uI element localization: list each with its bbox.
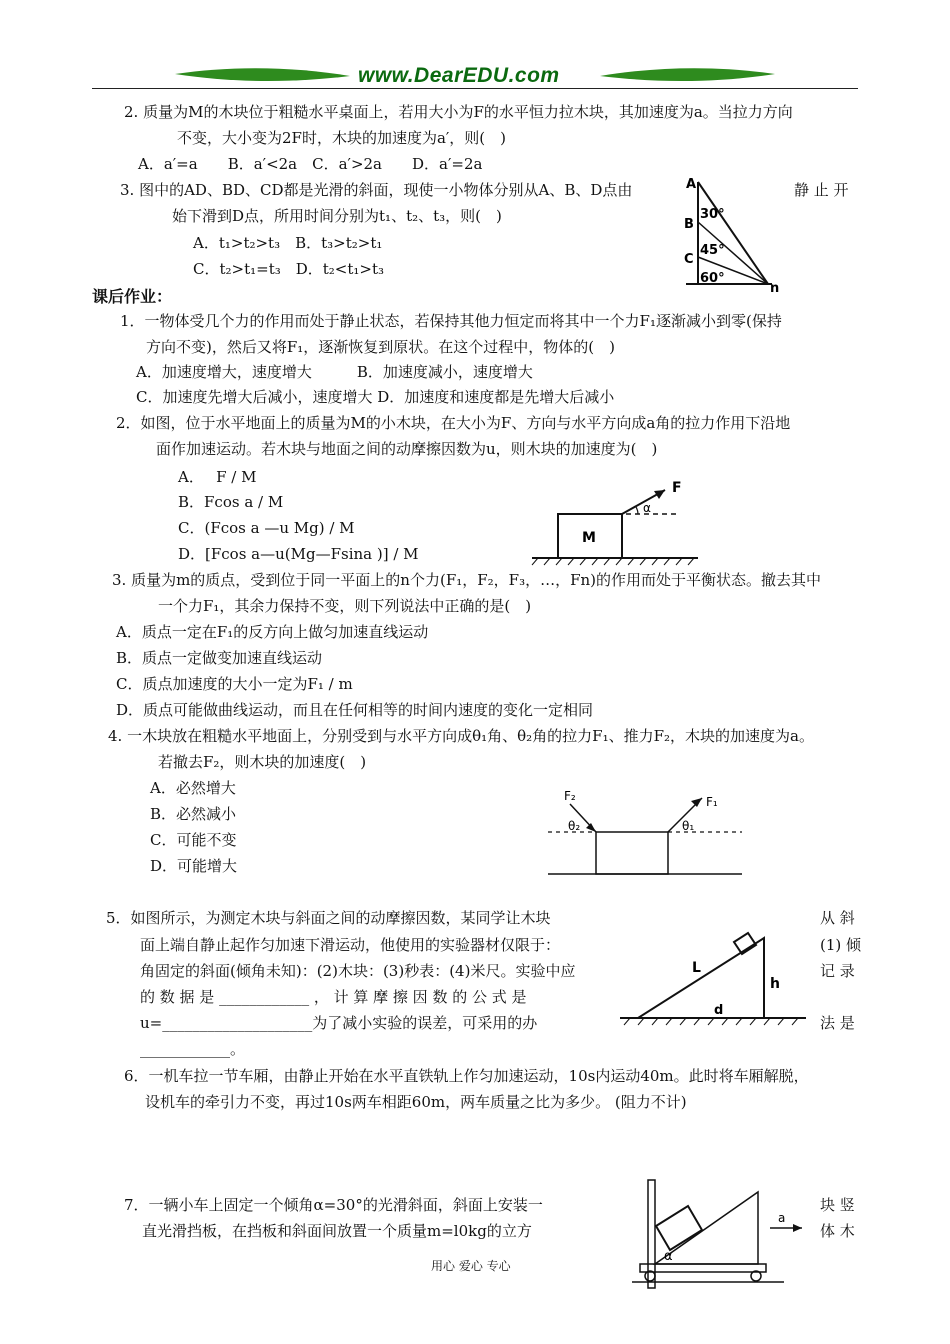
hw-q2-option-b: B．Fcos a / M bbox=[178, 493, 284, 511]
hw-q5-line2: 面上端自静止起作匀加速下滑运动，他使用的实验器材仅限于： bbox=[140, 936, 561, 954]
incline-angle-30: 30° bbox=[700, 207, 725, 222]
hw-q2-option-c: C．(Fcos a —u Mg) / M bbox=[178, 519, 355, 537]
hw-q3-line2: 一个力F₁，其余力保持不变，则下列说法中正确的是( ) bbox=[158, 597, 532, 615]
pre-q3-options-ab: A．t₁>t₂>t₃ B．t₃>t₂>t₁ bbox=[193, 234, 383, 252]
hw-q5-line2-right: (1) 倾 bbox=[820, 936, 862, 954]
hw-q5-line1: 5．如图所示，为测定木块与斜面之间的动摩擦因数，某同学让木块 bbox=[106, 909, 551, 927]
incline-label-d: n bbox=[770, 281, 780, 294]
pre-q3-options-cd: C．t₂>t₁=t₃ D．t₂<t₁>t₃ bbox=[193, 260, 385, 278]
hw-q1-options-ab: A．加速度增大，速度增大 B．加速度减小，速度增大 bbox=[136, 363, 533, 381]
incline-length-label: L bbox=[692, 960, 701, 976]
incline-label-b: B bbox=[684, 217, 694, 232]
pre-q3-line2: 始下滑到D点，所用时间分别为t₁、t₂、t₃，则( ) bbox=[172, 207, 502, 225]
force-label-f2: F₂ bbox=[564, 789, 576, 803]
hw-q5-line6: ____________。 bbox=[140, 1040, 246, 1058]
hw-q4-line1: 4. 一木块放在粗糙水平地面上，分别受到与水平方向成θ₁角、θ₂角的拉力F₁、推力F₂，木块的加速度为a。 bbox=[108, 727, 814, 745]
pre-q3-line1: 3. 图中的AD、BD、CD都是光滑的斜面，现使一小物体分别从A、B、D点由 bbox=[120, 181, 633, 199]
hw-q3-option-c: C．质点加速度的大小一定为F₁ / m bbox=[116, 675, 353, 693]
site-logo[interactable]: www.DearEDU.com bbox=[358, 64, 560, 87]
hw-q1-options-cd: C．加速度先增大后减小，速度增大 D．加速度和速度都是先增大后减小 bbox=[136, 388, 615, 406]
hw-q4-option-c: C．可能不变 bbox=[150, 831, 237, 849]
two-forces-figure bbox=[546, 782, 746, 878]
incline-angle-45: 45° bbox=[700, 243, 725, 258]
hw-q1-line1: 1．一物体受几个力的作用而处于静止状态，若保持其他力恒定而将其中一个力F₁逐渐减小到零(保持 bbox=[120, 312, 782, 330]
pre-q2-line1: 2. 质量为M的木块位于粗糙水平桌面上，若用大小为F的水平恒力拉木块，其加速度为a。当拉力方向 bbox=[124, 103, 793, 121]
hw-q5-line4: 的 数 据 是 ____________ ， 计 算 摩 擦 因 数 的 公 式 是 bbox=[140, 988, 527, 1006]
force-angle-label: α bbox=[643, 501, 651, 515]
incline-block-figure bbox=[618, 920, 810, 1028]
incline-figure bbox=[676, 172, 782, 294]
hw-q5-line5-right: 法 是 bbox=[820, 1014, 855, 1032]
hw-q7-line1: 7．一辆小车上固定一个倾角α=30°的光滑斜面，斜面上安装一 bbox=[124, 1196, 543, 1214]
pre-q3-line1-right: 静 止 开 bbox=[794, 181, 849, 199]
pre-q2-line2: 不变，大小变为2F时，木块的加速度为a′，则( ) bbox=[177, 129, 507, 147]
cart-incline-angle-label: α bbox=[664, 1249, 673, 1264]
hw-q1-line2: 方向不变)，然后又将F₁，逐渐恢复到原状。在这个过程中，物体的( ) bbox=[146, 338, 615, 356]
hw-q5-line1-right: 从 斜 bbox=[820, 909, 855, 927]
cart-incline-figure bbox=[604, 1172, 810, 1340]
angle-label-theta2: θ₂ bbox=[568, 819, 581, 833]
hw-q6-line2: 设机车的牵引力不变，再过10s两车相距60m，两车质量之比为多少。 (阻力不计) bbox=[145, 1093, 687, 1111]
incline-label-a: A bbox=[686, 177, 697, 192]
hw-q4-option-a: A．必然增大 bbox=[150, 779, 236, 797]
page-footer: 用心 爱心 专心 bbox=[431, 1259, 511, 1273]
hw-q4-line2: 若撤去F₂，则木块的加速度( ) bbox=[158, 753, 367, 771]
angle-label-theta1: θ₁ bbox=[682, 819, 695, 833]
hw-q5-line3-right: 记 录 bbox=[820, 962, 855, 980]
incline-height-label: h bbox=[770, 976, 780, 992]
hw-q4-option-d: D．可能增大 bbox=[150, 857, 238, 875]
hw-q5-line5: u=____________________为了减小实验的误差，可采用的办 bbox=[140, 1014, 538, 1032]
hw-q7-line2-right: 体 木 bbox=[820, 1222, 855, 1240]
hw-q2-option-a: A． F / M bbox=[178, 468, 257, 486]
hw-q3-option-d: D．质点可能做曲线运动，而且在任何相等的时间内速度的变化一定相同 bbox=[116, 701, 594, 719]
section-title-homework: 课后作业： bbox=[92, 287, 173, 306]
header-rule bbox=[92, 88, 858, 89]
force-label-f: F bbox=[672, 480, 682, 496]
incline-label-c: C bbox=[684, 252, 694, 267]
incline-base-label: d bbox=[714, 1003, 724, 1018]
hw-q2-line1: 2．如图，位于水平地面上的质量为M的小木块，在大小为F、方向与水平方向成a角的拉力作用下沿地 bbox=[116, 414, 791, 432]
hw-q5-line3: 角固定的斜面(倾角未知)：(2)木块：(3)秒表：(4)米尺。实验中应 bbox=[140, 962, 576, 980]
force-label-f1: F₁ bbox=[706, 795, 718, 809]
hw-q4-option-b: B．必然减小 bbox=[150, 805, 237, 823]
hw-q6-line1: 6．一机车拉一节车厢，由静止开始在水平直铁轨上作匀加速运动，10s内运动40m。此时将车厢解脱， bbox=[124, 1067, 809, 1085]
block-force-figure bbox=[530, 472, 700, 568]
acceleration-label: a bbox=[778, 1211, 786, 1225]
hw-q3-option-b: B．质点一定做变加速直线运动 bbox=[116, 649, 323, 667]
hw-q7-line1-right: 块 竖 bbox=[820, 1196, 855, 1214]
hw-q3-option-a: A．质点一定在F₁的反方向上做匀加速直线运动 bbox=[116, 623, 429, 641]
hw-q7-line2: 直光滑挡板，在挡板和斜面间放置一个质量m=l0kg的立方 bbox=[142, 1222, 532, 1240]
hw-q2-line2: 面作加速运动。若木块与地面之间的动摩擦因数为u，则木块的加速度为( ) bbox=[156, 440, 658, 458]
pre-q2-options: A．a′=a B．a′<2a C．a′>2a D．a′=2a bbox=[138, 155, 483, 173]
incline-angle-60: 60° bbox=[700, 271, 725, 286]
block-label-m: M bbox=[582, 530, 596, 546]
hw-q2-option-d: D．[Fcos a—u(Mg—Fsina )] / M bbox=[178, 545, 419, 563]
hw-q3-line1: 3. 质量为m的质点，受到位于同一平面上的n个力(F₁，F₂，F₃，…，Fn)的作用而处于平衡状态。撤去其中 bbox=[112, 571, 822, 589]
